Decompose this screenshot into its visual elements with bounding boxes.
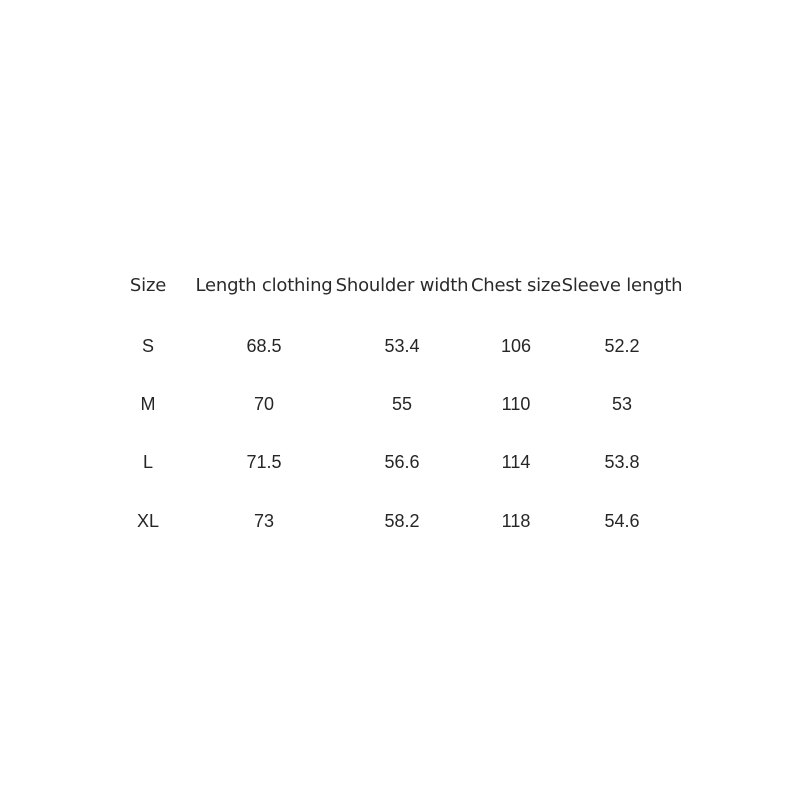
header-shoulder-width: Shoulder width — [335, 275, 469, 296]
table-cell: 114 — [501, 452, 531, 472]
header-sleeve-length: Sleeve length — [561, 275, 683, 296]
table-cell: 54.6 — [604, 511, 640, 531]
table-cell: 110 — [501, 394, 531, 414]
table-cell: 56.6 — [384, 452, 420, 472]
table-cell: 55 — [391, 394, 413, 414]
table-cell: S — [141, 336, 155, 356]
header-size: Size — [129, 275, 167, 296]
table-cell: 53 — [611, 394, 633, 414]
table-cell: L — [142, 452, 154, 472]
table-cell: 53.8 — [604, 452, 640, 472]
table-cell: 71.5 — [246, 452, 282, 472]
table-cell: 58.2 — [384, 511, 420, 531]
header-chest-size: Chest size — [470, 275, 562, 296]
table-cell: M — [140, 394, 156, 414]
table-cell: 106 — [500, 336, 532, 356]
table-cell: XL — [136, 511, 160, 531]
header-length-clothing: Length clothing — [195, 275, 333, 296]
table-cell: 53.4 — [384, 336, 420, 356]
table-cell: 73 — [253, 511, 275, 531]
table-cell: 68.5 — [246, 336, 282, 356]
table-cell: 70 — [253, 394, 275, 414]
table-cell: 118 — [501, 511, 531, 531]
table-cell: 52.2 — [604, 336, 640, 356]
